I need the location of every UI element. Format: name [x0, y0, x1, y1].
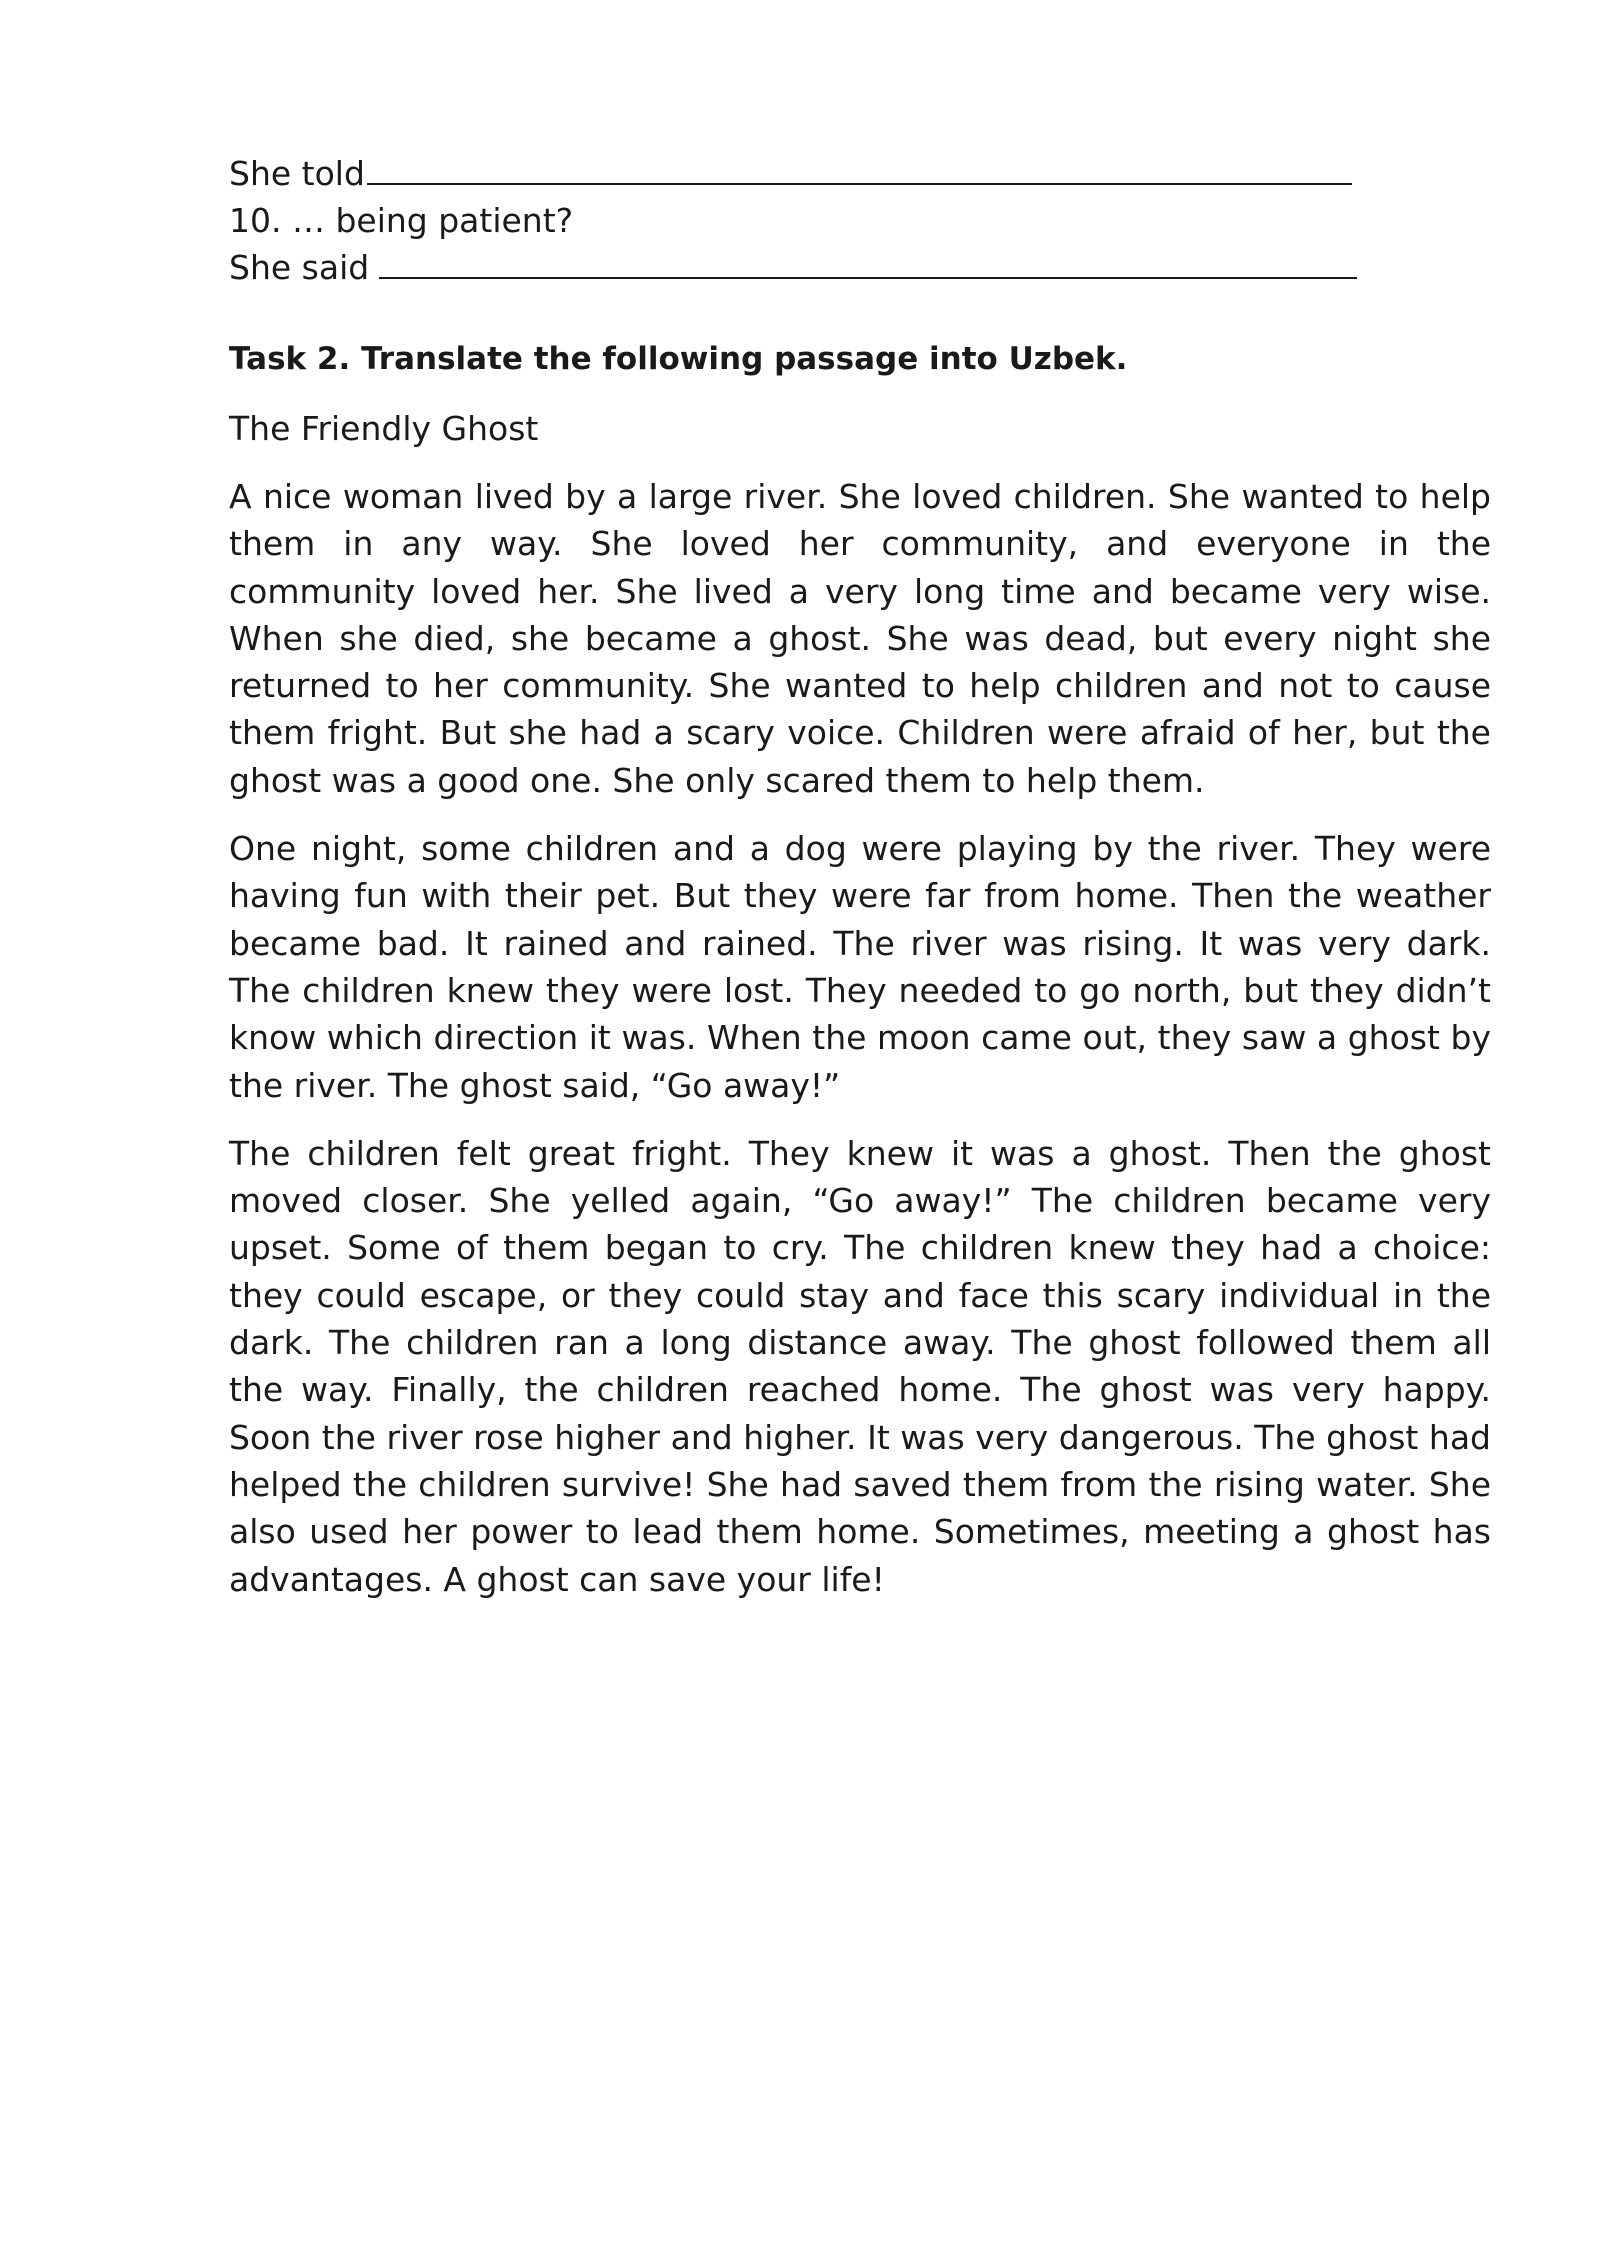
answer-line-label: She told: [229, 154, 365, 193]
exercise-item-text: 10. … being patient?: [229, 201, 574, 240]
answer-blank[interactable]: [367, 153, 1352, 185]
answer-line-she-told: [229, 150, 1491, 197]
story-title: The Friendly Ghost: [229, 409, 539, 448]
story-paragraph: The children felt great fright. They knew it was a ghost. Then the ghost moved closer. She yelled again, “Go away!” The children became very upset. Some of them began to cry. The children knew they had a choice: they could escape, or they could stay and face this scary individual in the dark. The children ran a long distance away. The ghost followed them all the way. Finally, the children reached home. The ghost was very happy. Soon the river rose higher and higher. It was very dangerous. The ghost had helped the children survive! She had saved them from the rising water. She also used her power to lead them home. Sometimes, meeting a ghost has advantages. A ghost can save your life!: [229, 1133, 1491, 1599]
document-page: [229, 150, 1491, 1603]
task-heading: Task 2. Translate the following passage into Uzbek.: [229, 341, 1128, 377]
story-paragraph: One night, some children and a dog were playing by the river. They were having fun with their pet. But they were far from home. Then the weather became bad. It rained and rained. The river was rising. It was very dark. The children knew they were lost. They needed to go north, but they didn’t know which direction it was. When the moon came out, they saw a ghost by the river. The ghost said, “Go away!”: [229, 829, 1491, 1105]
story-paragraph: A nice woman lived by a large river. She loved children. She wanted to help them in any way. She loved her community, and everyone in the community loved her. She lived a very long time and became very wise. When she died, she became a ghost. She was dead, but every night she returned to her community. She wanted to help children and not to cause them fright. But she had a scary voice. Children were afraid of her, but the ghost was a good one. She only scared them to help them.: [229, 477, 1491, 800]
answer-blank[interactable]: [379, 247, 1357, 279]
answer-line-label: She said: [229, 248, 370, 287]
exercise-item-10: [229, 197, 1491, 244]
answer-line-she-said: [229, 244, 1491, 291]
